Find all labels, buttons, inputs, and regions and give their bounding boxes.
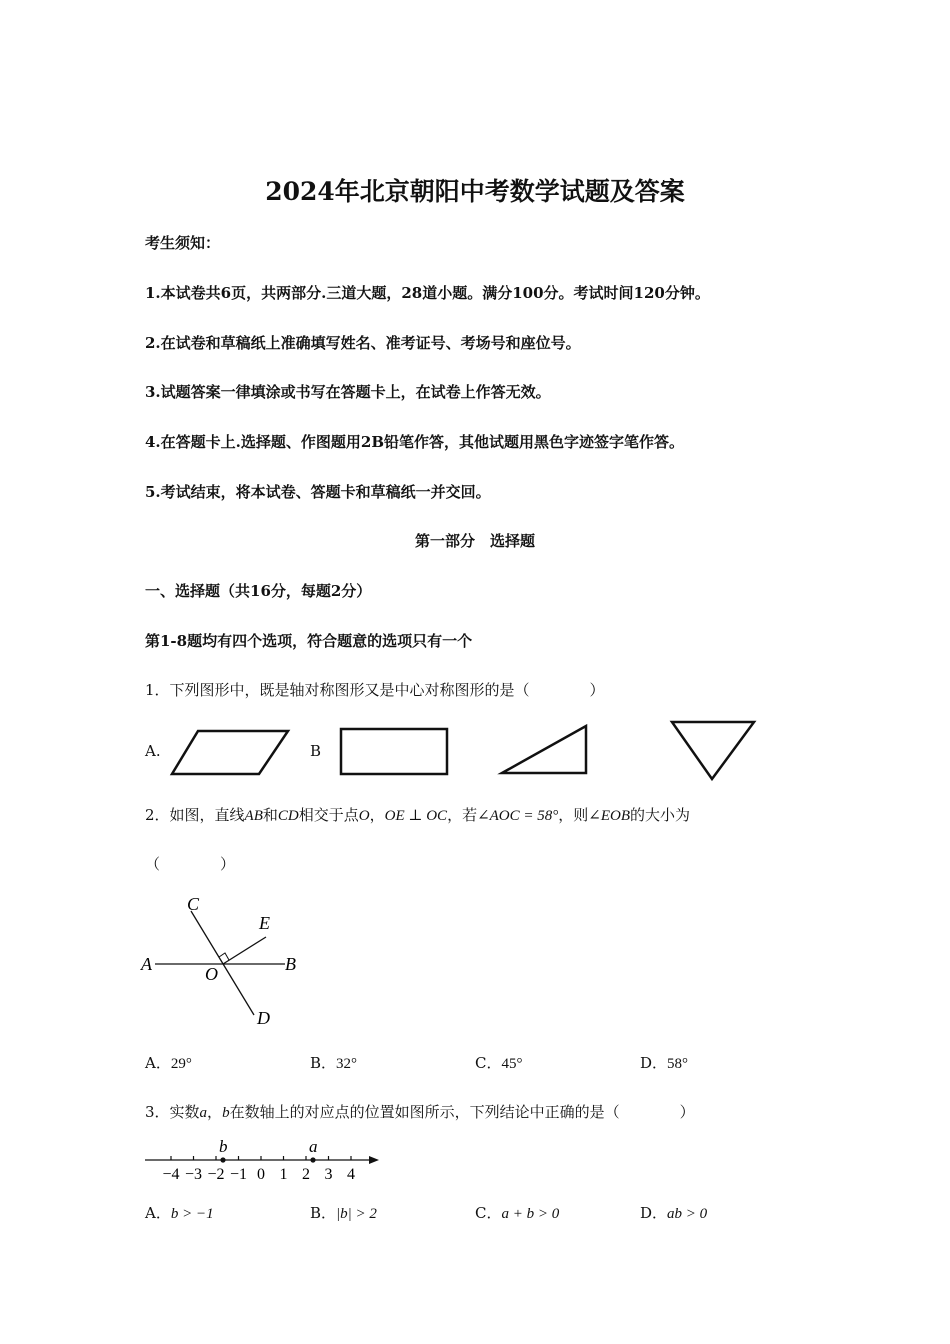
page-title: 2024年北京朝阳中考数学试题及答案: [265, 177, 685, 206]
section-instruction: 第1-8题均有四个选项，符合题意的选项只有一个: [145, 632, 473, 650]
notice-item-3: 3.试题答案一律填涂或书写在答题卡上，在试卷上作答无效。: [145, 383, 551, 401]
label-point-a: a: [309, 1137, 318, 1156]
q1-label-b: B: [310, 742, 322, 760]
notice-item-5: 5.考试结束，将本试卷、答题卡和草稿纸一并交回。: [145, 483, 491, 501]
q2-stem: 2．如图，直线AB和CD相交于点O，OE ⊥ OC，若∠AOC = 58°，则∠EOB的大小为: [145, 806, 691, 824]
q2-paren: （ ）: [145, 855, 236, 873]
axis-tick-label: −3: [184, 1166, 203, 1183]
axis-tick-label: 1: [279, 1166, 288, 1183]
q3-option-a: A．b > −1: [145, 1204, 214, 1222]
q3-option-c: C．a + b > 0: [475, 1204, 560, 1222]
label-c: C: [187, 894, 200, 914]
q2-option-b: B．32°: [310, 1054, 358, 1072]
q1-label-a: A.: [145, 742, 161, 760]
label-a: A: [141, 954, 152, 974]
label-o: O: [205, 964, 218, 984]
label-e: E: [259, 913, 270, 933]
q2-option-c: C．45°: [475, 1054, 523, 1072]
q1-stem: 1．下列图形中，既是轴对称图形又是中心对称图形的是（ ）: [145, 681, 605, 699]
notice-item-1: 1.本试卷共6页，共两部分.三道大题，28道小题。满分100分。考试时间120分钟。: [145, 284, 710, 302]
axis-tick-label: −1: [229, 1166, 248, 1183]
axis-tick-label: −4: [162, 1166, 180, 1183]
label-d: D: [257, 1008, 270, 1028]
part1-heading: 第一部分 选择题: [414, 532, 535, 550]
point-b: [220, 1157, 225, 1162]
notice-item-2: 2.在试卷和草稿纸上准确填写姓名、准考证号、考场号和座位号。: [145, 334, 581, 352]
axis-tick-label: 3: [324, 1166, 333, 1183]
axis-arrow: [369, 1156, 379, 1164]
axis-tick-label: 0: [257, 1166, 265, 1183]
label-point-b: b: [219, 1137, 228, 1156]
q3-option-d: D．ab > 0: [640, 1204, 708, 1222]
notice-item-4: 4.在答题卡上.选择题、作图题用2B铅笔作答，其他试题用黑色字迹签字笔作答。: [145, 433, 685, 451]
point-a: [310, 1157, 315, 1162]
label-b: B: [285, 954, 296, 974]
axis-tick-label: 4: [347, 1166, 355, 1183]
section-heading: 一、选择题（共16分，每题2分）: [145, 582, 372, 600]
q2-option-d: D．58°: [640, 1054, 689, 1072]
axis-tick-label: 2: [302, 1166, 310, 1183]
q2-option-a: A．29°: [145, 1054, 192, 1072]
q3-stem: 3．实数a，b在数轴上的对应点的位置如图所示，下列结论中正确的是（ ）: [145, 1103, 695, 1121]
q3-option-b: B．|b| > 2: [310, 1204, 377, 1222]
notice-heading: 考生须知：: [145, 234, 221, 252]
axis-tick-label: −2: [207, 1166, 225, 1183]
